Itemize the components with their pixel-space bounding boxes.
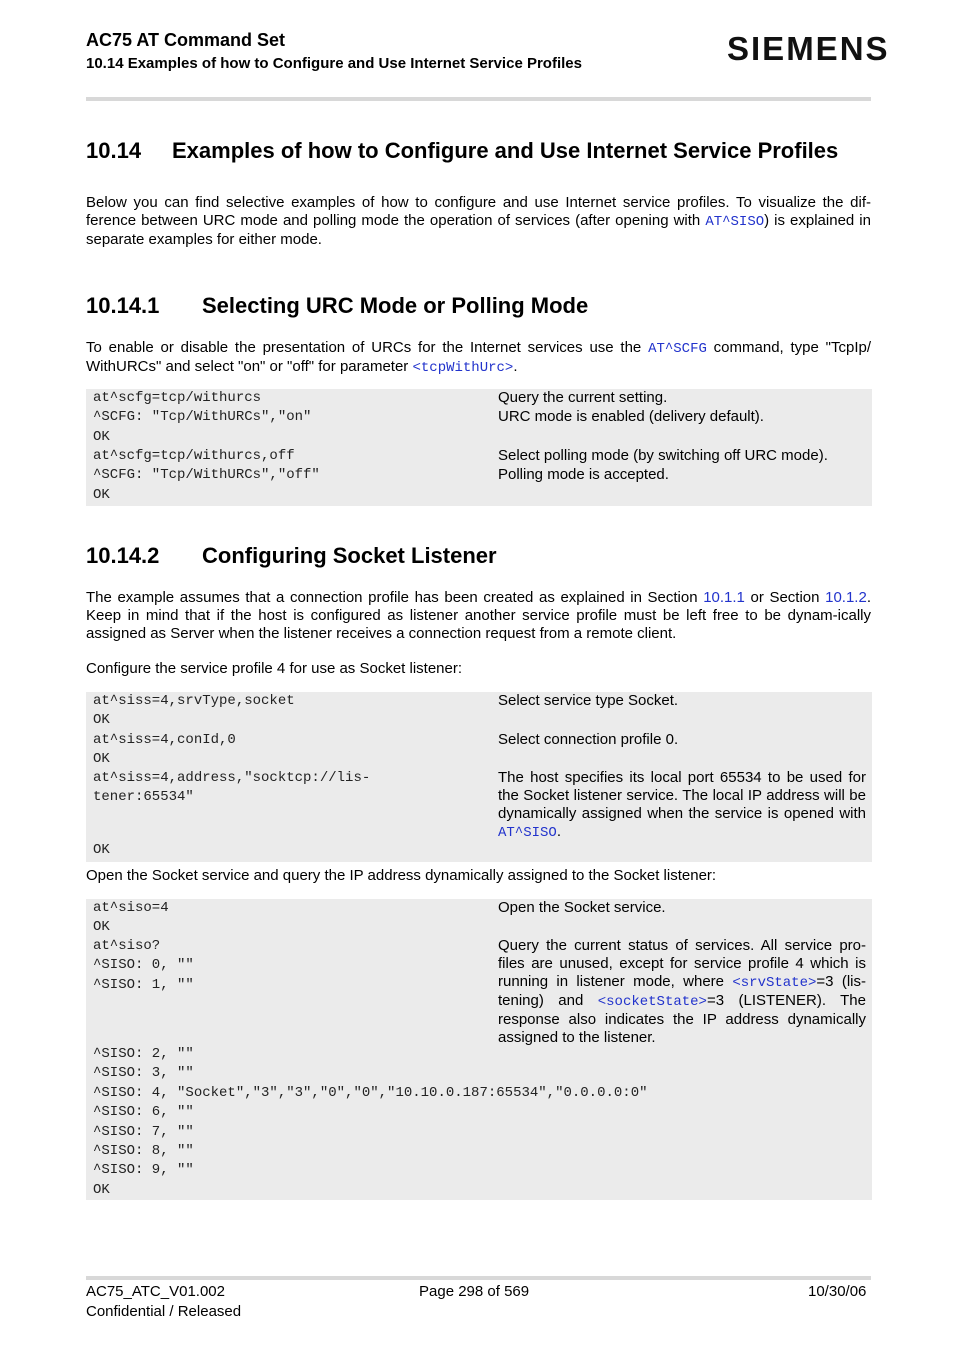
desc-text-mid: =3 (lis-tening) and [498,973,866,1009]
intro-text-end: ) is explained in separate examples for either mode. [86,212,871,248]
example-box-socket-config [86,692,872,862]
subsection-title: Configuring Socket Listener [202,543,497,568]
code-description: Open the Socket service. [498,899,666,916]
code-block: at^siso=4 OK [93,900,169,936]
tcpwithurc-link[interactable]: <tcpWithUrc> [412,360,514,376]
code-description [498,769,866,842]
at-scfg-link[interactable]: AT^SCFG [648,341,707,357]
code-block: at^siss=4,address,"socktcp://lis- tener:65534" [93,770,371,806]
para-text-mid: or Section [744,589,826,606]
code-block: at^siss=4,srvType,socket OK [93,693,295,729]
configure-intro: Configure the service profile 4 for use as Socket listener: [86,660,463,677]
at-siso-link[interactable]: AT^SISO [498,825,557,841]
desc-text: The host specifies its local port 65534 to be used for the Socket listener service. The local IP address will be dynamically assigned when the service is opened with [498,769,866,822]
code-description [498,937,866,1047]
subsection-heading-1 [86,293,588,319]
section-intro [86,194,871,249]
footer-date: 10/30/06 [808,1283,867,1300]
example-box-socket-open [86,899,872,1200]
intro-text: Below you can find selective examples of how to configure and use Internet service profiles. To visualize the dif-ference between URC mode and polling mode the operation of services (after opening with [86,194,871,229]
para-text-end: . Keep in mind that if the host is configured as listener another service profile must be left free to be dynam-ically assigned as Server when the listener receives a connection request from a remote client. [86,589,871,642]
code-block: OK [93,842,110,858]
code-block: at^scfg=tcp/withurcs ^SCFG: "Tcp/WithURCs","on" OK [93,390,312,445]
code-block: at^siso? ^SISO: 0, "" ^SISO: 1, "" [93,938,194,993]
subsection-heading-2 [86,543,497,569]
header-divider [86,97,871,101]
section-number: 10.14 [86,138,142,163]
desc-text-end: =3 (LISTENER). The response also indicates the IP address dynamically assigned to the listener. [498,992,866,1046]
section-10-1-1-link[interactable]: 10.1.1 [703,589,745,606]
code-description: URC mode is enabled (delivery default). [498,408,764,425]
subsection-2-paragraph [86,589,871,643]
section-10-1-2-link[interactable]: 10.1.2 [825,589,867,606]
footer-doc-id: AC75_ATC_V01.002 [86,1283,225,1300]
subsection-number: 10.14.1 [86,293,160,318]
socketstate-link[interactable]: <socketState> [597,994,707,1010]
example-box-urc-mode [86,389,872,506]
subsection-title: Selecting URC Mode or Polling Mode [202,293,589,318]
desc-text: Query the current status of services. All service pro-files are unused, except for service profile 4 which is running in listener mode, where [498,937,866,990]
code-description: Polling mode is accepted. [498,466,669,483]
code-block: at^scfg=tcp/withurcs,off ^SCFG: "Tcp/WithURCs","off" OK [93,448,320,503]
code-block: at^siss=4,conId,0 OK [93,732,236,768]
code-description: Query the current setting. [498,389,668,406]
running-section-title: 10.14 Examples of how to Configure and Use Internet Service Profiles [86,55,582,72]
document-title: AC75 AT Command Set [86,30,286,50]
footer-divider [86,1276,871,1280]
srvstate-link[interactable]: <srvState> [732,975,817,991]
para-text: To enable or disable the presentation of URCs for the Internet services use the [86,339,649,356]
code-description: Select polling mode (by switching off URC mode). [498,447,828,464]
section-title: Examples of how to Configure and Use Internet Service Profiles [172,138,839,163]
code-description: Select connection profile 0. [498,731,679,748]
para-text-end: . [513,358,518,375]
footer-page-number: Page 298 of 569 [419,1283,530,1300]
section-heading [86,138,838,164]
para-text: The example assumes that a connection profile has been created as explained in Section [86,589,704,606]
open-service-intro: Open the Socket service and query the IP address dynamically assigned to the Socket listener: [86,867,717,884]
siemens-logo: SIEMENS [727,30,890,67]
at-siso-link[interactable]: AT^SISO [705,214,765,230]
footer-status: Confidential / Released [86,1303,242,1320]
code-block: ^SISO: 2, "" ^SISO: 3, "" ^SISO: 4, "Socket","3","3","0","0","10.10.0.187:65534","0.0.0.0:0" ^SISO: 6, "" ^SISO: 7, "" ^SISO: 8, "" ^SISO: 9, "" OK [93,1046,648,1198]
subsection-number: 10.14.2 [86,543,160,568]
subsection-1-paragraph [86,339,871,377]
code-description: Select service type Socket. [498,692,679,709]
para-text-mid: command, type "TcpIp/ WithURCs" and select "on" or "off" for parameter [86,339,871,375]
desc-text-end: . [556,823,561,840]
